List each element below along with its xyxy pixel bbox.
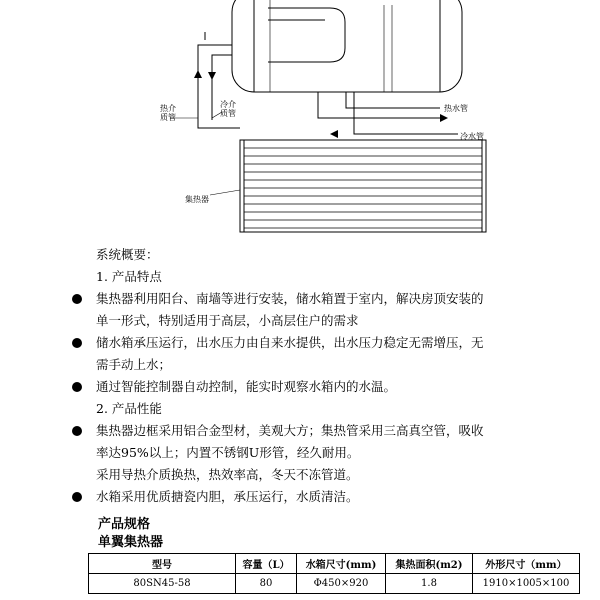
- system-diagram: [0, 0, 600, 240]
- label-collector: 集热器: [185, 195, 209, 204]
- label-cold-medium-pipe: 冷介 质管: [220, 100, 236, 118]
- col-model: 型号: [89, 554, 236, 574]
- feature-item-cont: 需手动上水；: [96, 357, 172, 372]
- arrow-down-icon: [208, 72, 216, 80]
- cell-capacity: 80: [236, 574, 297, 594]
- col-collector-area: 集热面积(m2): [386, 554, 473, 574]
- label-hot-medium-pipe: 热介 质管: [160, 104, 176, 122]
- bullet-icon: [72, 294, 82, 304]
- feature-item: 储水箱承压运行，出水压力由自来水提供，出水压力稳定无需增压，无: [78, 332, 538, 354]
- label-cold-water-pipe: 冷水管: [460, 132, 484, 141]
- col-capacity: 容量（L）: [236, 554, 297, 574]
- feature-item: 集热器利用阳台、南墙等进行安装，储水箱置于室内，解决房顶安装的: [78, 288, 538, 310]
- arrow-left-icon: [330, 130, 338, 138]
- bullet-icon: [72, 338, 82, 348]
- arrow-right-icon: [440, 114, 448, 122]
- specs-heading: 产品规格: [98, 517, 151, 532]
- system-overview: [78, 244, 538, 508]
- specs-heading-block: [98, 516, 163, 552]
- overview-title: 系统概要：: [96, 247, 159, 262]
- performance-item-cont: 率达95%以上；内置不锈钢U形管，经久耐用。: [96, 445, 360, 460]
- performance-item: 水箱采用优质搪瓷内胆，承压运行，水质清洁。: [78, 486, 538, 508]
- label-hot-water-pipe: 热水管: [444, 104, 468, 113]
- tank-coil: [268, 8, 345, 62]
- arrow-up-icon: [194, 70, 202, 78]
- bullet-icon: [72, 382, 82, 392]
- specs-table: [88, 553, 580, 594]
- water-tank: [232, 0, 462, 92]
- section-title-performance: 2. 产品性能: [96, 401, 162, 416]
- col-dimensions: 外形尺寸（mm）: [473, 554, 580, 574]
- bullet-icon: [72, 426, 82, 436]
- cell-model: 80SN45-58: [89, 574, 236, 594]
- performance-item: 采用导热介质换热，热效率高，冬天不冻管道。: [96, 467, 359, 482]
- specs-subheading: 单翼集热器: [98, 535, 164, 550]
- cell-dimensions: 1910×1005×100: [473, 574, 580, 594]
- table-row: [89, 574, 580, 594]
- feature-item-cont: 单一形式，特别适用于高层，小高层住户的需求: [96, 313, 359, 328]
- cell-tank-size: Φ450×920: [297, 574, 386, 594]
- bullet-icon: [72, 492, 82, 502]
- feature-item: 通过智能控制器自动控制，能实时观察水箱内的水温。: [78, 376, 538, 398]
- col-tank-size: 水箱尺寸(mm): [297, 554, 386, 574]
- collector-frame: [240, 140, 486, 232]
- performance-item: 集热器边框采用铝合金型材，美观大方；集热管采用三高真空管，吸收: [78, 420, 538, 442]
- cell-collector-area: 1.8: [386, 574, 473, 594]
- table-header-row: [89, 554, 580, 574]
- section-title-features: 1. 产品特点: [96, 269, 162, 284]
- collector-tubes: [244, 148, 482, 228]
- system-schematic: [0, 0, 600, 240]
